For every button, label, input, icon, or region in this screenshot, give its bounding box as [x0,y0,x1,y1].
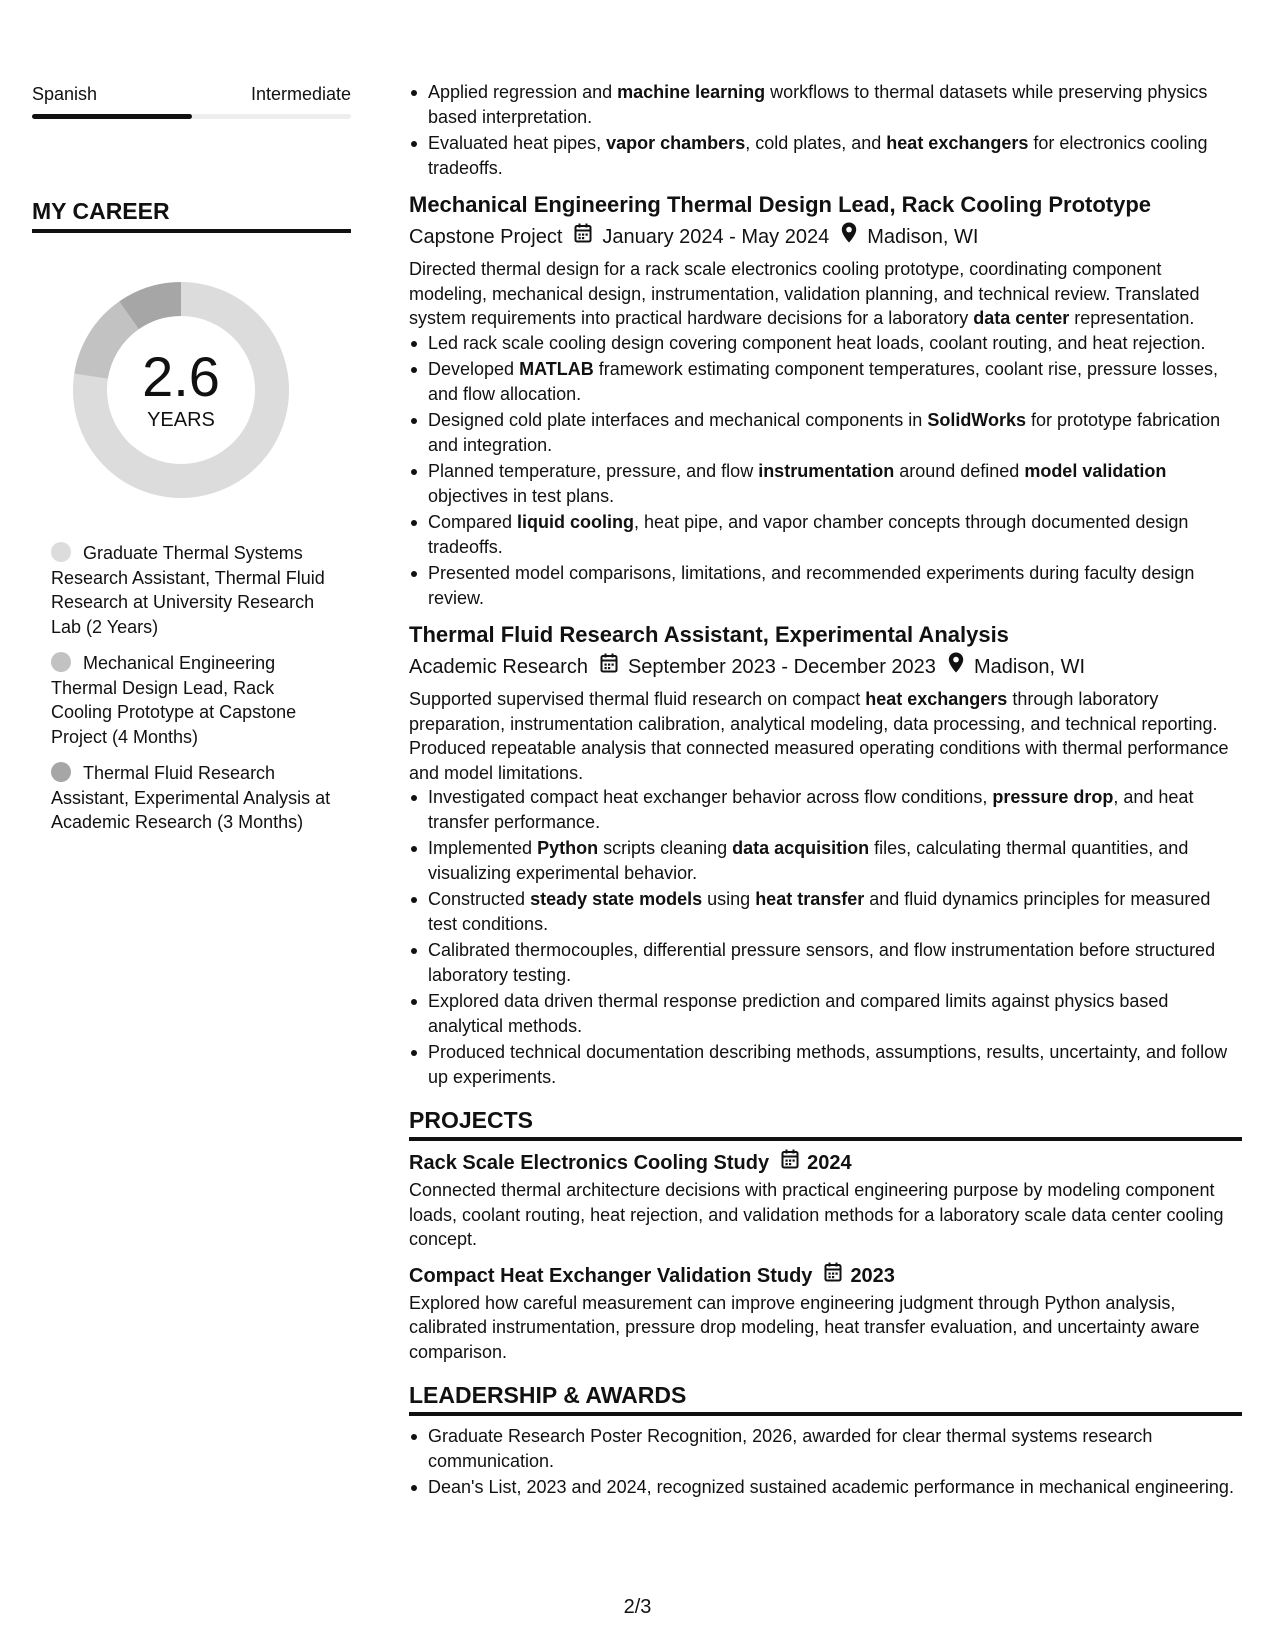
main-column [409,80,1242,1502]
text-run: representation. [1069,308,1195,328]
text-run: Designed cold plate interfaces and mechanical components in [428,410,928,430]
text-run: Led rack scale cooling design covering component heat loads, coolant routing, and heat rejection. [428,332,1206,353]
legend-dot [51,542,71,562]
project-title-row [409,1149,1242,1177]
job-meta [409,222,1242,252]
bullet-item [409,459,1242,508]
bold-keyword: model validation [1024,461,1167,481]
career-total-value: 2.6 [142,345,220,408]
language-proficiency-fill [32,114,192,119]
text-run: Planned temperature, pressure, and flow [428,461,759,481]
project-entry [409,1262,1242,1365]
legend-dot [51,652,71,672]
text-run: Supported supervised thermal fluid research on compact [409,689,866,709]
project-title: Rack Scale Electronics Cooling Study [409,1152,770,1174]
text-run: around defined [894,461,1025,481]
project-list [409,1149,1242,1364]
career-legend-label: Graduate Thermal Systems Research Assistant, Thermal Fluid Research at University Research Lab (2 Years) [51,543,325,637]
text-run: Produced technical documentation describing methods, assumptions, results, uncertainty, and follow up experiments. [428,1042,1228,1087]
text-run: , heat pipe, and vapor chamber concepts through documented design tradeoffs. [428,512,1189,557]
career-donut-chart [66,275,296,505]
text-run: objectives in test plans. [428,485,615,506]
text-run: , and heat transfer performance. [428,787,1194,832]
text-run: using [702,889,756,909]
bold-keyword: liquid cooling [517,512,635,532]
language-name: Spanish [32,84,98,104]
bullet-item [409,408,1242,457]
location-pin-icon [841,222,857,252]
text-run: Directed thermal design for a rack scale electronics cooling prototype, coordinating component modeling, mechanical design, instrumentation, validation planning, and technical review. Translated system requirements into practical hardware decisions for a laboratory [409,259,1200,328]
career-legend [32,541,351,835]
leadership-heading: LEADERSHIP & AWARDS [409,1380,1242,1416]
job-bullets [409,785,1242,1089]
bullet-item [409,989,1242,1038]
job-description [409,257,1242,331]
text-run: Explored data driven thermal response prediction and compared limits against physics based analytical methods. [428,991,1169,1036]
project-title: Compact Heat Exchanger Validation Study [409,1264,813,1287]
job-meta [409,652,1242,682]
text-run: , cold plates, and [745,133,887,153]
career-legend-item [51,761,331,835]
continued-bullet-list [409,80,1242,180]
job-company: Capstone Project [409,226,563,248]
bold-keyword: vapor chambers [606,133,746,153]
text-run: Implemented [428,838,538,858]
bold-keyword: heat transfer [755,889,865,909]
donut-center [66,275,296,505]
bullet-item [409,131,1242,180]
project-entry [409,1149,1242,1252]
bullet-item [409,331,1242,356]
career-legend-item [51,651,331,749]
text-run: Constructed [428,889,531,909]
text-run: Investigated compact heat exchanger behavior across flow conditions, [428,787,993,807]
bullet-item [409,1040,1242,1089]
page-number: 2/3 [623,1596,652,1618]
project-description: Explored how careful measurement can improve engineering judgment through Python analysis, calibrated instrumentation, pressure drop modeling, heat transfer evaluation, and uncertainty aware comparison. [409,1292,1200,1362]
bold-keyword: pressure drop [992,787,1114,807]
language-proficiency-bar [32,114,351,119]
bullet-item [409,938,1242,987]
calendar-icon [824,1262,842,1290]
bold-keyword: data center [973,308,1070,328]
bullet-item [409,887,1242,936]
career-legend-label: Thermal Fluid Research Assistant, Experimental Analysis at Academic Research (3 Months) [51,763,331,832]
bullet-item [409,510,1242,559]
text-run: for electronics cooling tradeoffs. [428,133,1208,178]
job-description [409,687,1242,785]
career-total-unit: YEARS [147,409,215,431]
award-item: Dean's List, 2023 and 2024, recognized sustained academic performance in mechanical engineering. [409,1475,1242,1500]
sidebar [32,80,351,847]
job-title: Thermal Fluid Research Assistant, Experimental Analysis [409,622,1009,647]
calendar-icon [574,222,592,252]
text-run: files, calculating thermal quantities, and visualizing experimental behavior. [428,838,1189,883]
bullet-item [409,836,1242,885]
career-heading: MY CAREER [32,195,351,233]
job-dates: September 2023 - December 2023 [627,656,936,678]
text-run: Calibrated thermocouples, differential pressure sensors, and flow instrumentation before structured laboratory testing. [428,940,1216,985]
job-company: Academic Research [409,656,588,678]
legend-dot [51,762,71,782]
leadership-list [409,1424,1242,1500]
project-description: Connected thermal architecture decisions with practical engineering purpose by modeling component loads, coolant routing, heat rejection, and validation methods for a laboratory scale data center cooling concept. [409,1180,1224,1249]
text-run: scripts cleaning [598,838,733,858]
text-run: for prototype fabrication and integration. [428,410,1221,455]
career-legend-item [51,541,331,639]
job-bullets [409,331,1242,611]
text-run: Applied regression and [428,82,618,102]
job-title: Mechanical Engineering Thermal Design Lead, Rack Cooling Prototype [409,192,1152,217]
project-year: 2023 [850,1264,895,1287]
bullet-item [409,357,1242,406]
project-year: 2024 [807,1152,852,1174]
language-level: Intermediate [250,84,351,104]
text-run: through laboratory preparation, instrumentation calibration, analytical modeling, data processing, and technical reporting. Produced repeatable analysis that connected measured operating conditions with thermal performance and model limitations. [409,689,1229,783]
award-item: Graduate Research Poster Recognition, 2026, awarded for clear thermal systems research communication. [409,1424,1242,1473]
bold-keyword: heat exchangers [886,133,1029,153]
text-run: Evaluated heat pipes, [428,133,607,153]
text-run: Presented model comparisons, limitations, and recommended experiments during faculty design review. [428,563,1195,608]
bold-keyword: MATLAB [519,359,594,379]
job-location: Madison, WI [867,226,979,248]
text-run: framework estimating component temperatures, coolant rise, pressure losses, and flow allocation. [428,359,1219,404]
calendar-icon [600,652,618,682]
projects-heading: PROJECTS [409,1105,1242,1141]
job-entry [409,190,1242,610]
career-legend-label: Mechanical Engineering Thermal Design Lead, Rack Cooling Prototype at Capstone Project (4 Months) [51,653,297,747]
project-title-row [409,1262,1242,1290]
text-run: Developed [428,359,520,379]
calendar-icon [781,1149,799,1177]
job-dates: January 2024 - May 2024 [602,226,830,248]
language-row [32,80,351,108]
bold-keyword: machine learning [617,82,766,102]
bold-keyword: instrumentation [758,461,895,481]
text-run: workflows to thermal datasets while preserving physics based interpretation. [428,82,1208,127]
bold-keyword: steady state models [530,889,703,909]
bold-keyword: Python [537,838,599,858]
job-list [409,190,1242,1089]
bullet-item [409,80,1242,129]
bold-keyword: heat exchangers [865,689,1008,709]
bullet-item [409,785,1242,834]
bold-keyword: data acquisition [732,838,870,858]
job-location: Madison, WI [973,656,1086,678]
bold-keyword: SolidWorks [927,410,1026,430]
job-entry [409,620,1242,1089]
bullet-item [409,561,1242,610]
text-run: Compared [428,512,518,532]
location-pin-icon [948,652,964,682]
text-run: and fluid dynamics principles for measured test conditions. [428,889,1211,934]
